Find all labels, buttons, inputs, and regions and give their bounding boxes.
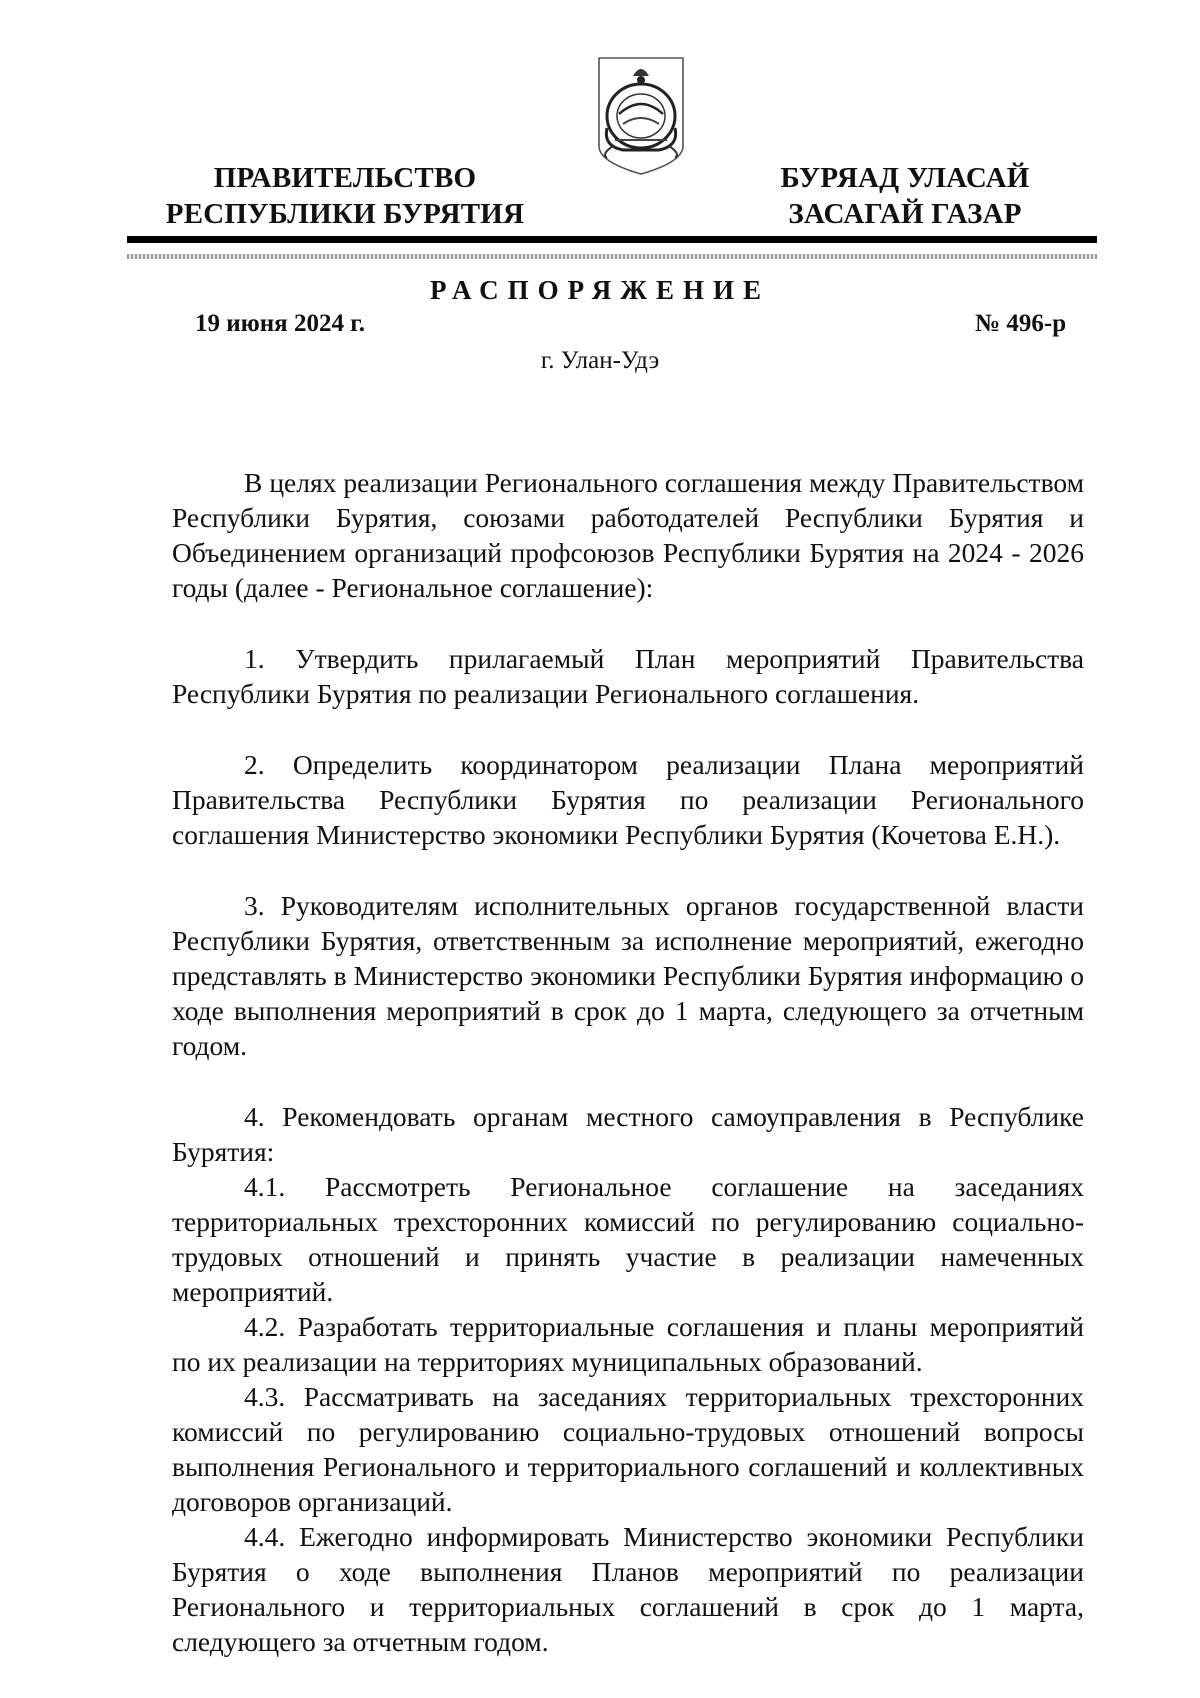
government-name-russian: [150, 160, 540, 232]
item-4-2: 4.2. Разработать территориальные соглашения и планы мероприятий по их реализации на территориях муниципальных образований.: [172, 1311, 1084, 1377]
document-number: № 496-р: [975, 310, 1067, 337]
header-divider-thick: [127, 236, 1097, 243]
header-left-line-1: ПРАВИТЕЛЬСТВО: [213, 162, 477, 194]
document-title: РАСПОРЯЖЕНИЕ: [429, 275, 771, 305]
item-4-1: 4.1. Рассмотреть Региональное соглашение на заседаниях территориальных трехсторонних комиссий по регулированию социально-трудовых отношений и принять участие в реализации намеченных мероприятий.: [172, 1171, 1084, 1307]
header-right-line-1: БУРЯАД УЛАСАЙ: [780, 162, 1030, 194]
header-divider-thin: [127, 254, 1097, 259]
item-4: 4. Рекомендовать органам местного самоуправления в Республике Бурятия:: [172, 1101, 1084, 1167]
item-3: 3. Руководителям исполнительных органов государственной власти Республики Бурятия, ответственным за исполнение мероприятий, ежегодно представлять в Министерство экономики Республики Бурятия информацию о ходе выполнения мероприятий в срок до 1 марта, следующего за отчетным годом.: [172, 890, 1084, 1061]
document-body: [172, 465, 1084, 1659]
header-left-line-2: РЕСПУБЛИКИ БУРЯТИЯ: [165, 198, 525, 230]
coat-of-arms-icon: [593, 54, 689, 178]
document-place: г. Улан-Удэ: [540, 347, 660, 374]
item-4-3: 4.3. Рассматривать на заседаниях территориальных трехсторонних комиссий по регулированию социально-трудовых отношений вопросы выполнения Регионального и территориального соглашений и коллективных договоров организаций.: [172, 1381, 1084, 1517]
document-date: 19 июня 2024 г.: [195, 310, 365, 337]
government-name-buryat: [740, 160, 1070, 232]
header-right-line-2: ЗАСАГАЙ ГАЗАР: [788, 198, 1022, 230]
item-4-4: 4.4. Ежегодно информировать Министерство экономики Республики Бурятия о ходе выполнения Планов мероприятий по реализации Регионального и территориальных соглашений в срок до 1 марта, следующего за отчетным годом.: [172, 1521, 1084, 1657]
item-1: 1. Утвердить прилагаемый План мероприятий Правительства Республики Бурятия по реализации Регионального соглашения.: [172, 643, 1084, 709]
item-2: 2. Определить координатором реализации Плана мероприятий Правительства Республики Бурятия по реализации Регионального соглашения Министерство экономики Республики Бурятия (Кочетова Е.Н.).: [172, 749, 1084, 850]
intro-paragraph: В целях реализации Регионального соглашения между Правительством Республики Бурятия, союзами работодателей Республики Бурятия и Объединением организаций профсоюзов Республики Бурятия на 2024 - 2026 годы (далее - Региональное соглашение):: [172, 467, 1084, 603]
